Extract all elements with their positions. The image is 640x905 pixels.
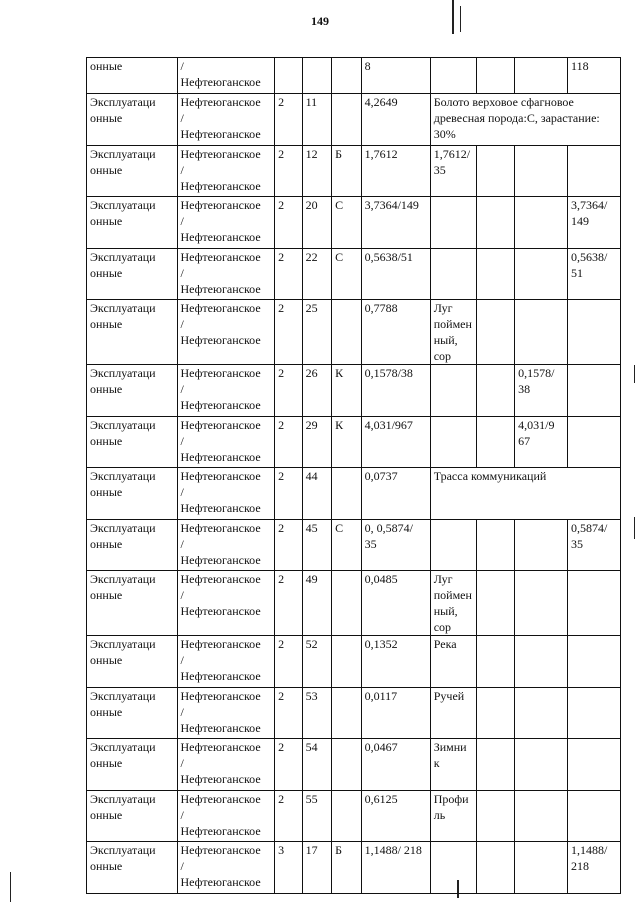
cell-forestry-line: Нефтеюганское xyxy=(180,552,261,567)
cell-forestry xyxy=(177,636,275,688)
cell-forestry-line: Нефтеюганское xyxy=(180,417,261,432)
cell-quarter: 3 xyxy=(275,842,302,894)
cell-category xyxy=(87,416,178,468)
cell-category-line: Эксплуатаци xyxy=(90,301,156,315)
cell-col8 xyxy=(476,790,515,842)
cell-category-line: Эксплуатаци xyxy=(90,791,156,806)
cell-forestry-line: Нефтеюганское xyxy=(180,398,261,412)
cell-category xyxy=(87,468,178,520)
cell-area: 0,0737 xyxy=(361,468,430,520)
cell-species: К xyxy=(332,365,361,417)
cell-col10 xyxy=(568,416,621,468)
cell-forestry xyxy=(177,300,275,365)
cell-col8 xyxy=(476,300,515,365)
cell-species xyxy=(332,94,361,146)
cell-col10: 3,7364/ 149 xyxy=(568,197,621,249)
cell-col8 xyxy=(476,197,515,249)
cell-category-line: Эксплуатаци xyxy=(90,740,156,754)
cell-category-line: онные xyxy=(90,162,123,177)
cell-area: 0,5638/51 xyxy=(361,248,430,300)
table-row xyxy=(87,58,621,94)
cell-area: 0,1578/38 xyxy=(361,365,430,417)
cell-col10 xyxy=(568,790,621,842)
cell-plot: 26 xyxy=(302,365,331,417)
cell-area: 0,1352 xyxy=(361,636,430,688)
cell-quarter: 2 xyxy=(275,145,302,197)
cell-quarter xyxy=(275,58,302,94)
cell-quarter: 2 xyxy=(275,519,302,571)
cell-forestry xyxy=(177,94,275,146)
cell-forestry-line: Нефтеюганское xyxy=(180,230,261,244)
cell-plot: 17 xyxy=(302,842,331,894)
cell-species xyxy=(332,571,361,636)
cell-land-type: 1,7612/ 35 xyxy=(430,145,476,197)
cell-col8 xyxy=(476,248,515,300)
cell-col8 xyxy=(476,58,515,94)
cell-forestry-line: / xyxy=(180,265,184,280)
cell-forestry xyxy=(177,571,275,636)
cell-land-type: Трасса коммуникаций xyxy=(430,468,620,520)
cell-species: Б xyxy=(332,842,361,894)
cell-col8 xyxy=(476,571,515,636)
cell-category xyxy=(87,300,178,365)
cell-forestry-line: Нефтеюганское xyxy=(180,520,261,535)
table-row xyxy=(87,739,621,791)
cell-plot: 12 xyxy=(302,145,331,197)
cell-forestry-line: Нефтеюганское xyxy=(180,637,261,651)
cell-forestry-line: / xyxy=(180,536,184,551)
cell-forestry-line: / xyxy=(180,807,184,822)
cell-col8 xyxy=(476,687,515,739)
cell-category-line: Эксплуатаци xyxy=(90,637,156,651)
cell-category-line: онные xyxy=(90,111,123,125)
cell-land-type: Зимни к xyxy=(430,739,476,791)
cell-forestry xyxy=(177,197,275,249)
table-row xyxy=(87,197,621,249)
cell-category-line: Эксплуатаци xyxy=(90,520,156,535)
cell-land-type xyxy=(430,416,476,468)
cell-col10 xyxy=(568,739,621,791)
cell-area: 4,2649 xyxy=(361,94,430,146)
cell-forestry-line: Нефтеюганское xyxy=(180,572,261,586)
cell-col9: 0,1578/ 38 xyxy=(515,365,568,417)
cell-land-type: Профи ль xyxy=(430,790,476,842)
table-row xyxy=(87,842,621,894)
cell-plot: 22 xyxy=(302,248,331,300)
cell-species: С xyxy=(332,519,361,571)
cell-category-line: онные xyxy=(90,807,123,822)
cell-forestry-line: Нефтеюганское xyxy=(180,843,261,857)
cell-category-line: онные xyxy=(90,433,123,448)
table-row xyxy=(87,468,621,520)
cell-col9 xyxy=(515,636,568,688)
cell-forestry-line: / xyxy=(180,111,184,125)
cell-forestry xyxy=(177,365,275,417)
cell-col9 xyxy=(515,571,568,636)
cell-forestry-line: Нефтеюганское xyxy=(180,366,261,380)
cell-plot xyxy=(302,58,331,94)
cell-forestry-line: / xyxy=(180,433,184,448)
cell-forestry xyxy=(177,687,275,739)
table-row xyxy=(87,365,621,417)
cell-forestry xyxy=(177,739,275,791)
cell-category-line: онные xyxy=(90,485,123,499)
cell-col9: 4,031/9 67 xyxy=(515,416,568,468)
cell-col9 xyxy=(515,300,568,365)
table-body xyxy=(87,58,621,894)
cell-land-type xyxy=(430,842,476,894)
cell-forestry xyxy=(177,248,275,300)
cell-plot: 53 xyxy=(302,687,331,739)
cell-category xyxy=(87,842,178,894)
cell-category xyxy=(87,248,178,300)
cell-category xyxy=(87,365,178,417)
cell-category-line: Эксплуатаци xyxy=(90,572,156,586)
cell-category-line: онные xyxy=(90,317,123,331)
cell-species: С xyxy=(332,197,361,249)
scan-mark-right-2 xyxy=(634,517,635,539)
cell-category-line: Эксплуатаци xyxy=(90,417,156,432)
cell-forestry-line: Нефтеюганское xyxy=(180,604,261,618)
cell-category xyxy=(87,687,178,739)
cell-area: 1,1488/ 218 xyxy=(361,842,430,894)
cell-col9 xyxy=(515,145,568,197)
cell-category-line: онные xyxy=(90,265,123,280)
cell-forestry-line: Нефтеюганское xyxy=(180,669,261,683)
cell-forestry-line: Нефтеюганское xyxy=(180,791,261,806)
cell-forestry-line: / xyxy=(180,162,184,177)
cell-forestry-line: Нефтеюганское xyxy=(180,688,261,703)
cell-col9 xyxy=(515,687,568,739)
cell-quarter: 2 xyxy=(275,636,302,688)
cell-forestry-line: / xyxy=(180,859,184,873)
cell-species xyxy=(332,58,361,94)
cell-area: 0,7788 xyxy=(361,300,430,365)
cell-forestry-line: Нефтеюганское xyxy=(180,281,261,296)
cell-area: 0,0467 xyxy=(361,739,430,791)
cell-category xyxy=(87,571,178,636)
cell-area: 0, 0,5874/ 35 xyxy=(361,519,430,571)
cell-area: 8 xyxy=(361,58,430,94)
cell-col10 xyxy=(568,571,621,636)
cell-forestry-line: Нефтеюганское xyxy=(180,333,261,347)
cell-category-line: онные xyxy=(90,536,123,551)
cell-forestry-line: / xyxy=(180,382,184,396)
cell-forestry-line: Нефтеюганское xyxy=(180,75,261,89)
cell-quarter: 2 xyxy=(275,687,302,739)
cell-category-line: Эксплуатаци xyxy=(90,366,156,380)
cell-quarter: 2 xyxy=(275,94,302,146)
cell-forestry-line: Нефтеюганское xyxy=(180,301,261,315)
scan-mark-top-2 xyxy=(460,6,461,32)
cell-plot: 49 xyxy=(302,571,331,636)
cell-forestry-line: / xyxy=(180,588,184,602)
cell-land-type xyxy=(430,519,476,571)
cell-land-type: Луг пойменный, сор xyxy=(430,300,476,365)
cell-quarter: 2 xyxy=(275,739,302,791)
cell-area: 1,7612 xyxy=(361,145,430,197)
table-row xyxy=(87,571,621,636)
cell-category xyxy=(87,636,178,688)
cell-quarter: 2 xyxy=(275,468,302,520)
table-row xyxy=(87,145,621,197)
cell-plot: 20 xyxy=(302,197,331,249)
cell-category-line: онные xyxy=(90,704,123,719)
cell-forestry xyxy=(177,468,275,520)
cell-category xyxy=(87,790,178,842)
cell-forestry-line: Нефтеюганское xyxy=(180,127,261,141)
cell-category-line: Эксплуатаци xyxy=(90,469,156,483)
cell-col9 xyxy=(515,197,568,249)
cell-species xyxy=(332,790,361,842)
scan-mark-left xyxy=(10,872,11,902)
cell-col8 xyxy=(476,842,515,894)
cell-forestry-line: Нефтеюганское xyxy=(180,95,261,109)
cell-col9 xyxy=(515,739,568,791)
table-row xyxy=(87,519,621,571)
table-row xyxy=(87,687,621,739)
cell-land-type: Ручей xyxy=(430,687,476,739)
cell-category-line: Эксплуатаци xyxy=(90,198,156,212)
cell-forestry-line: Нефтеюганское xyxy=(180,501,261,515)
cell-col9 xyxy=(515,248,568,300)
cell-land-type xyxy=(430,58,476,94)
table-row xyxy=(87,636,621,688)
cell-col8 xyxy=(476,365,515,417)
cell-quarter: 2 xyxy=(275,416,302,468)
cell-col8 xyxy=(476,519,515,571)
cell-col10: 0,5638/ 51 xyxy=(568,248,621,300)
table-row xyxy=(87,94,621,146)
cell-area: 3,7364/149 xyxy=(361,197,430,249)
cell-species xyxy=(332,739,361,791)
cell-category-line: онные xyxy=(90,382,123,396)
page-number: 149 xyxy=(311,14,329,28)
cell-forestry-line: Нефтеюганское xyxy=(180,178,261,193)
cell-col10 xyxy=(568,365,621,417)
cell-forestry-line: / xyxy=(180,214,184,228)
cell-land-type xyxy=(430,365,476,417)
cell-col10: 0,5874/ 35 xyxy=(568,519,621,571)
cell-category xyxy=(87,94,178,146)
cell-forestry-line: Нефтеюганское xyxy=(180,740,261,754)
cell-forestry xyxy=(177,58,275,94)
cell-category-line: Эксплуатаци xyxy=(90,843,156,857)
cell-col9 xyxy=(515,58,568,94)
cell-forestry xyxy=(177,842,275,894)
cell-quarter: 2 xyxy=(275,790,302,842)
cell-quarter: 2 xyxy=(275,197,302,249)
cell-forestry-line: Нефтеюганское xyxy=(180,198,261,212)
table-row xyxy=(87,790,621,842)
cell-forestry-line: Нефтеюганское xyxy=(180,823,261,838)
cell-forestry-line: / xyxy=(180,59,184,73)
cell-forestry-line: / xyxy=(180,756,184,770)
cell-col9 xyxy=(515,519,568,571)
table-row xyxy=(87,300,621,365)
cell-category-line: онные xyxy=(90,214,123,228)
cell-land-type: Болото верховое сфагновое древесная порода:С, зарастание: 30% xyxy=(430,94,620,146)
cell-forestry-line: / xyxy=(180,653,184,667)
cell-plot: 54 xyxy=(302,739,331,791)
cell-category-line: Эксплуатаци xyxy=(90,95,156,109)
cell-plot: 44 xyxy=(302,468,331,520)
cell-col8 xyxy=(476,145,515,197)
cell-species: К xyxy=(332,416,361,468)
cell-forestry xyxy=(177,145,275,197)
cell-category-line: Эксплуатаци xyxy=(90,249,156,264)
cell-species xyxy=(332,636,361,688)
cell-category xyxy=(87,739,178,791)
cell-area: 4,031/967 xyxy=(361,416,430,468)
cell-category xyxy=(87,197,178,249)
cell-forestry-line: Нефтеюганское xyxy=(180,249,261,264)
cell-forestry-line: / xyxy=(180,317,184,331)
cell-species xyxy=(332,300,361,365)
cell-plot: 45 xyxy=(302,519,331,571)
cell-quarter: 2 xyxy=(275,248,302,300)
cell-area: 0,0485 xyxy=(361,571,430,636)
cell-col8 xyxy=(476,636,515,688)
cell-forestry-line: Нефтеюганское xyxy=(180,720,261,735)
cell-col10 xyxy=(568,687,621,739)
cell-category-line: онные xyxy=(90,859,123,873)
register-table xyxy=(86,57,621,894)
cell-plot: 29 xyxy=(302,416,331,468)
cell-quarter: 2 xyxy=(275,571,302,636)
cell-quarter: 2 xyxy=(275,300,302,365)
cell-plot: 25 xyxy=(302,300,331,365)
cell-forestry xyxy=(177,519,275,571)
cell-species xyxy=(332,468,361,520)
cell-land-type: Река xyxy=(430,636,476,688)
cell-col10 xyxy=(568,636,621,688)
table-row xyxy=(87,248,621,300)
cell-forestry xyxy=(177,790,275,842)
cell-land-type: Луг пойменный, сор xyxy=(430,571,476,636)
cell-quarter: 2 xyxy=(275,365,302,417)
cell-forestry-line: Нефтеюганское xyxy=(180,146,261,161)
cell-col10 xyxy=(568,145,621,197)
cell-land-type xyxy=(430,248,476,300)
cell-forestry-line: Нефтеюганское xyxy=(180,875,261,889)
cell-forestry xyxy=(177,416,275,468)
cell-forestry-line: / xyxy=(180,704,184,719)
cell-plot: 55 xyxy=(302,790,331,842)
cell-col9 xyxy=(515,790,568,842)
cell-category-line: Эксплуатаци xyxy=(90,146,156,161)
cell-species xyxy=(332,687,361,739)
table-row xyxy=(87,416,621,468)
cell-col10: 118 xyxy=(568,58,621,94)
scan-mark-right-1 xyxy=(634,365,635,383)
cell-col8 xyxy=(476,739,515,791)
cell-land-type xyxy=(430,197,476,249)
cell-col8 xyxy=(476,416,515,468)
cell-plot: 11 xyxy=(302,94,331,146)
cell-forestry-line: / xyxy=(180,485,184,499)
cell-category: онные xyxy=(87,58,178,94)
cell-forestry-line: Нефтеюганское xyxy=(180,469,261,483)
scan-mark-top xyxy=(452,0,454,34)
cell-category xyxy=(87,145,178,197)
cell-category-line: Эксплуатаци xyxy=(90,688,156,703)
cell-area: 0,0117 xyxy=(361,687,430,739)
cell-plot: 52 xyxy=(302,636,331,688)
cell-area: 0,6125 xyxy=(361,790,430,842)
cell-col10: 1,1488/ 218 xyxy=(568,842,621,894)
cell-col9 xyxy=(515,842,568,894)
cell-category xyxy=(87,519,178,571)
cell-category-line: онные xyxy=(90,588,123,602)
cell-forestry-line: Нефтеюганское xyxy=(180,449,261,464)
cell-col10 xyxy=(568,300,621,365)
cell-category-line: онные xyxy=(90,653,123,667)
cell-species: С xyxy=(332,248,361,300)
cell-category-line: онные xyxy=(90,756,123,770)
cell-species: Б xyxy=(332,145,361,197)
cell-forestry-line: Нефтеюганское xyxy=(180,772,261,786)
